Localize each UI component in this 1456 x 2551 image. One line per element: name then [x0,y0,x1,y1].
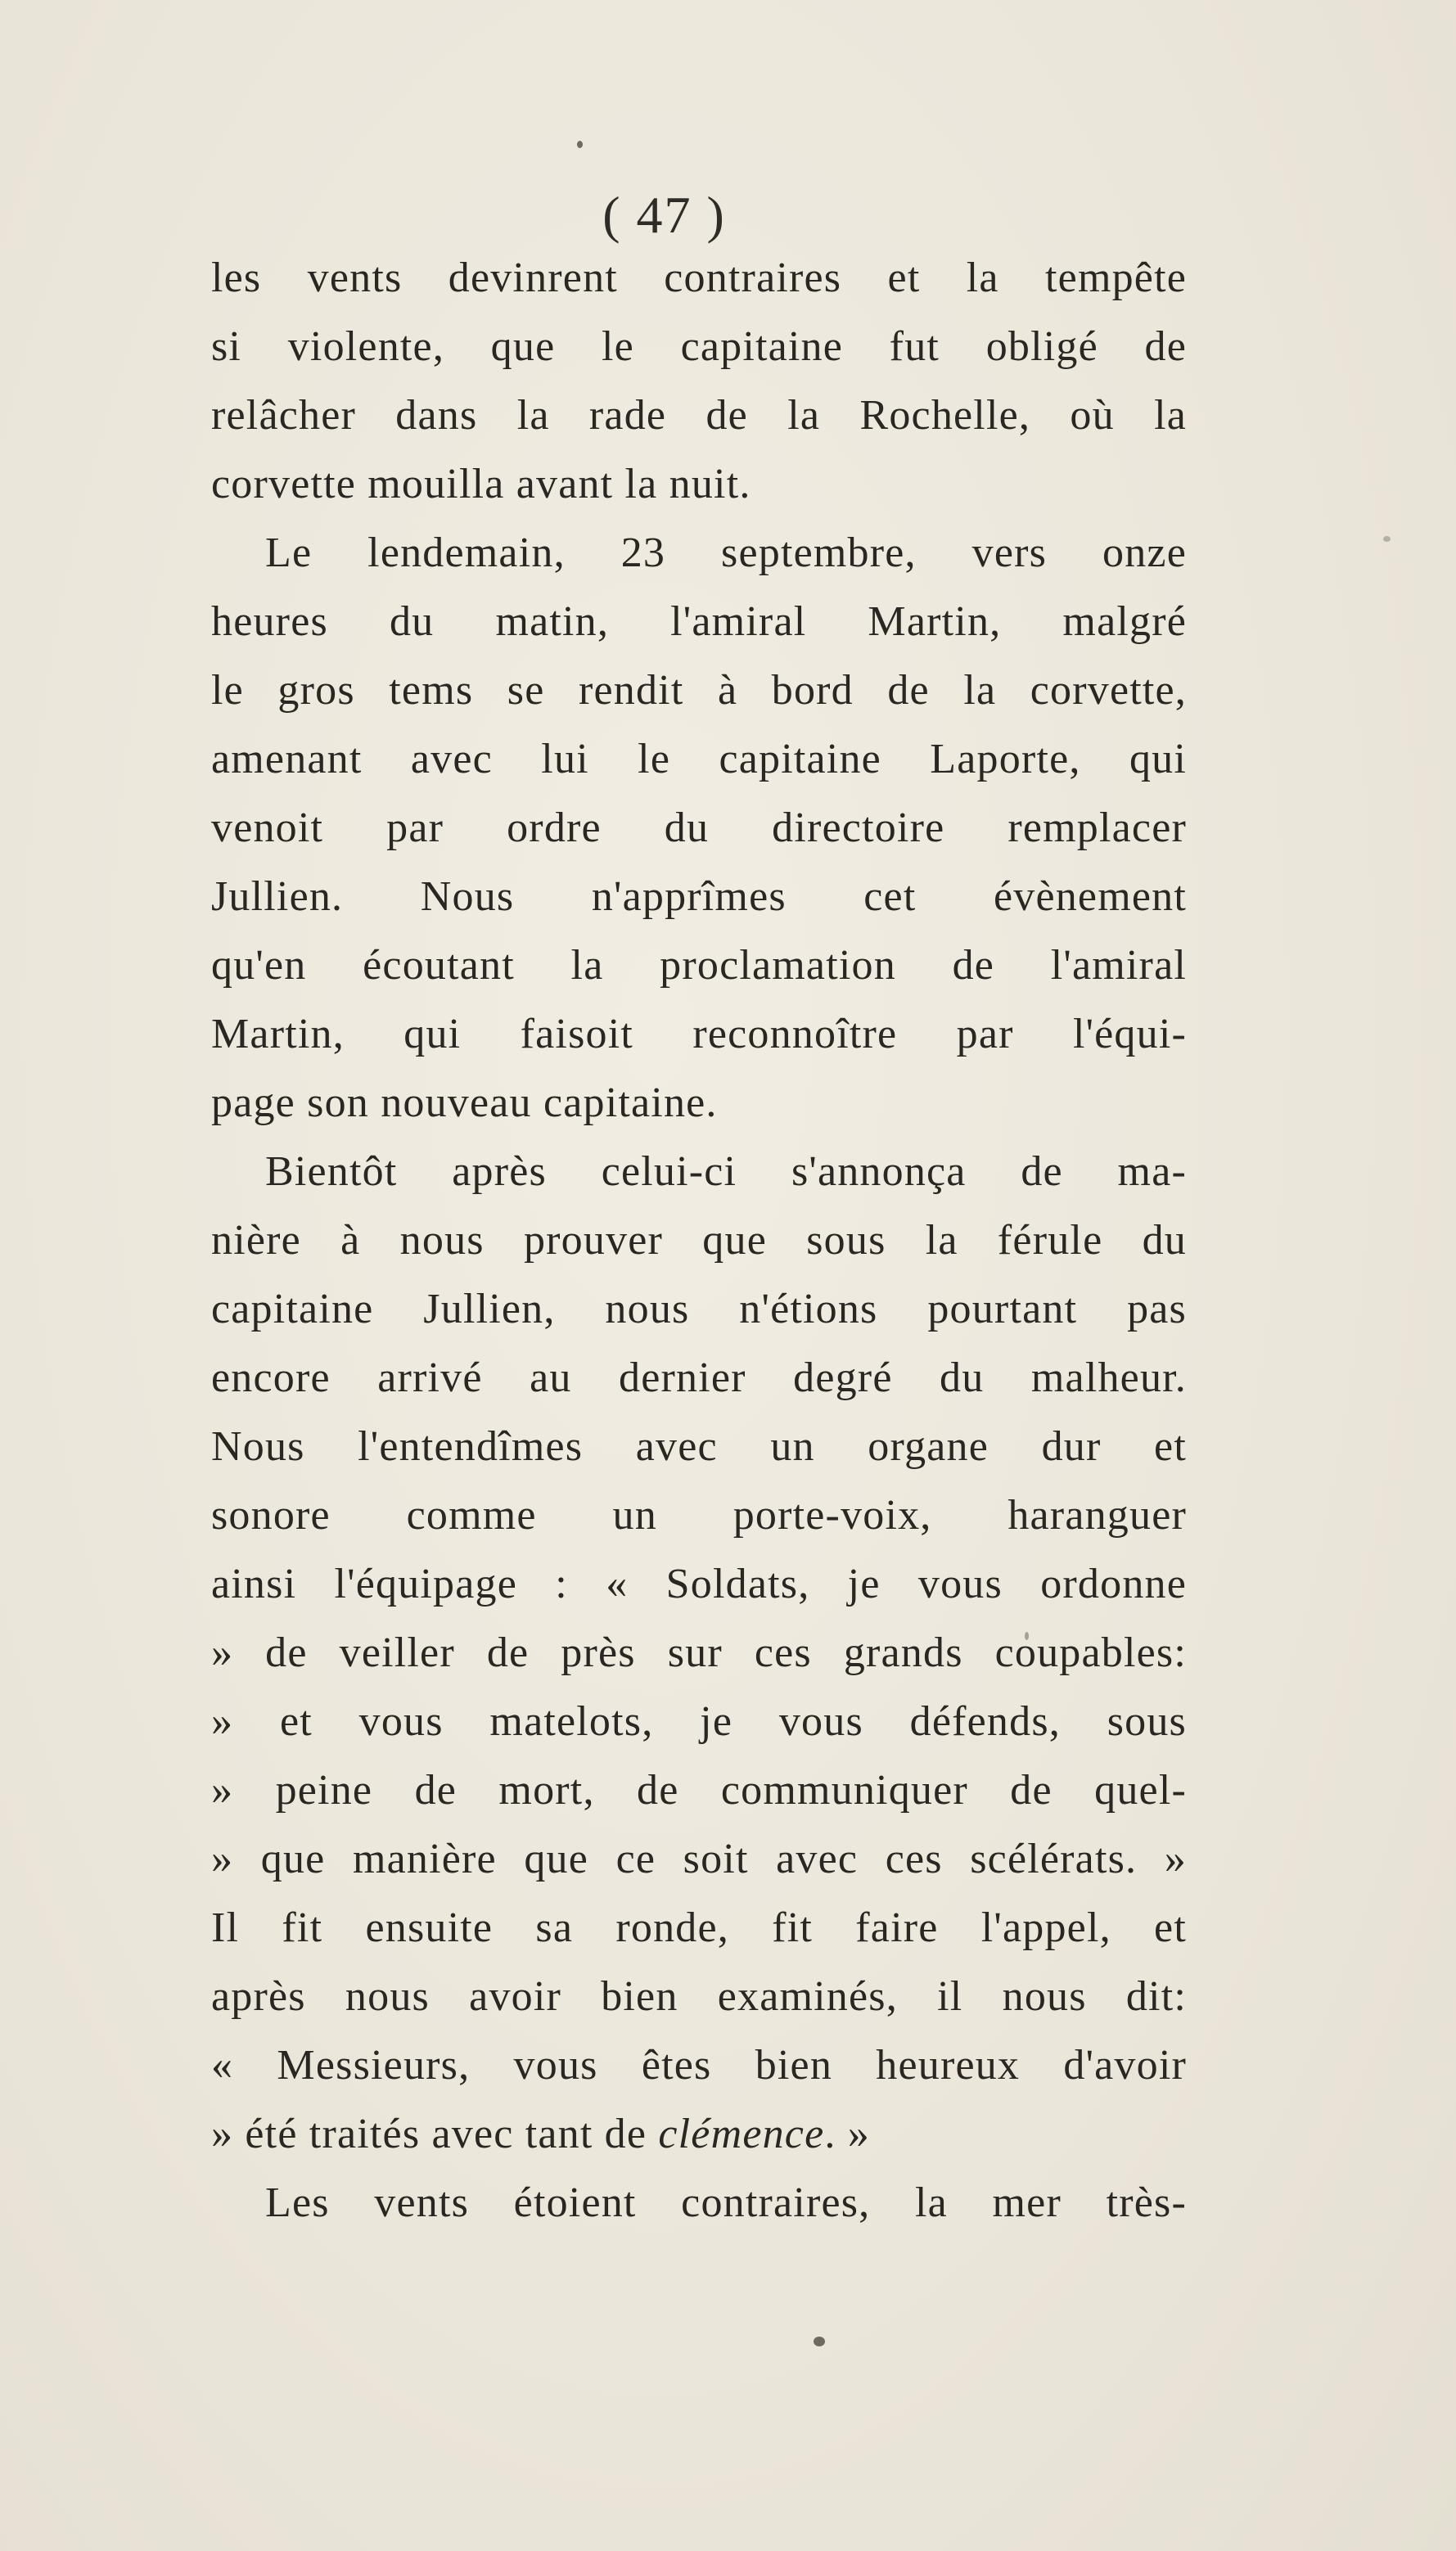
text-line-11: qu'en écoutant la proclamation de l'amiral [211,942,1187,989]
text-line-8: amenant avec lui le capitaine Laporte, qui [211,736,1187,782]
text-line-17: encore arrivé au dernier degré du malheur. [211,1354,1187,1401]
text-line-16: capitaine Jullien, nous n'étions pourtant pas [211,1286,1187,1332]
text-line-28 [211,2102,1187,2167]
text-line-25: Il fit ensuite sa ronde, fit faire l'appel, et [211,1904,1187,1951]
text-line-3: relâcher dans la rade de la Rochelle, où la [211,392,1187,439]
page-number: ( 47 ) [602,186,726,244]
text-line-26: après nous avoir bien examinés, il nous dit: [211,1973,1187,2020]
text-line-18: Nous l'entendîmes avec un organe dur et [211,1423,1187,1470]
text-line-28-main: » été traités avec tant de [211,2111,659,2157]
text-line-21: » de veiller de près sur ces grands coupables: [211,1629,1187,1676]
text-line-12: Martin, qui faisoit reconnoître par l'équi- [211,1011,1187,1057]
ink-speck [1383,536,1391,542]
closing-quote: . » [824,2111,870,2157]
text-line-23: » peine de mort, de communiquer de quel- [211,1767,1187,1814]
text-line-15: nière à nous prouver que sous la férule du [211,1217,1187,1264]
italic-emphasis: clémence [658,2111,825,2157]
text-line-24: » que manière que ce soit avec ces scélérats. » [211,1836,1187,1882]
text-line-4: corvette mouilla avant la nuit. [211,461,751,507]
text-line-2: si violente, que le capitaine fut obligé de [211,323,1187,370]
ink-speck [814,2337,825,2346]
text-line-6: heures du matin, l'amiral Martin, malgré [211,598,1187,645]
text-line-29: Les vents étoient contraires, la mer très- [265,2179,1187,2226]
ink-speck [577,141,583,148]
text-line-9: venoit par ordre du directoire remplacer [211,805,1187,851]
text-line-7: le gros tems se rendit à bord de la corvette, [211,667,1187,714]
text-line-14: Bientôt après celui-ci s'annonça de ma- [265,1148,1187,1195]
text-line-27: « Messieurs, vous êtes bien heureux d'avoir [211,2042,1187,2089]
text-line-13: page son nouveau capitaine. [211,1079,718,1126]
text-line-22: » et vous matelots, je vous défends, sous [211,1698,1187,1745]
ink-speck [1025,1632,1029,1640]
text-line-10: Jullien. Nous n'apprîmes cet évènement [211,873,1187,920]
text-line-1: les vents devinrent contraires et la tempête [211,255,1187,301]
text-line-20: ainsi l'équipage : « Soldats, je vous ordonne [211,1561,1187,1607]
text-line-19: sonore comme un porte-voix, haranguer [211,1492,1187,1539]
text-line-5: Le lendemain, 23 septembre, vers onze [265,530,1187,576]
